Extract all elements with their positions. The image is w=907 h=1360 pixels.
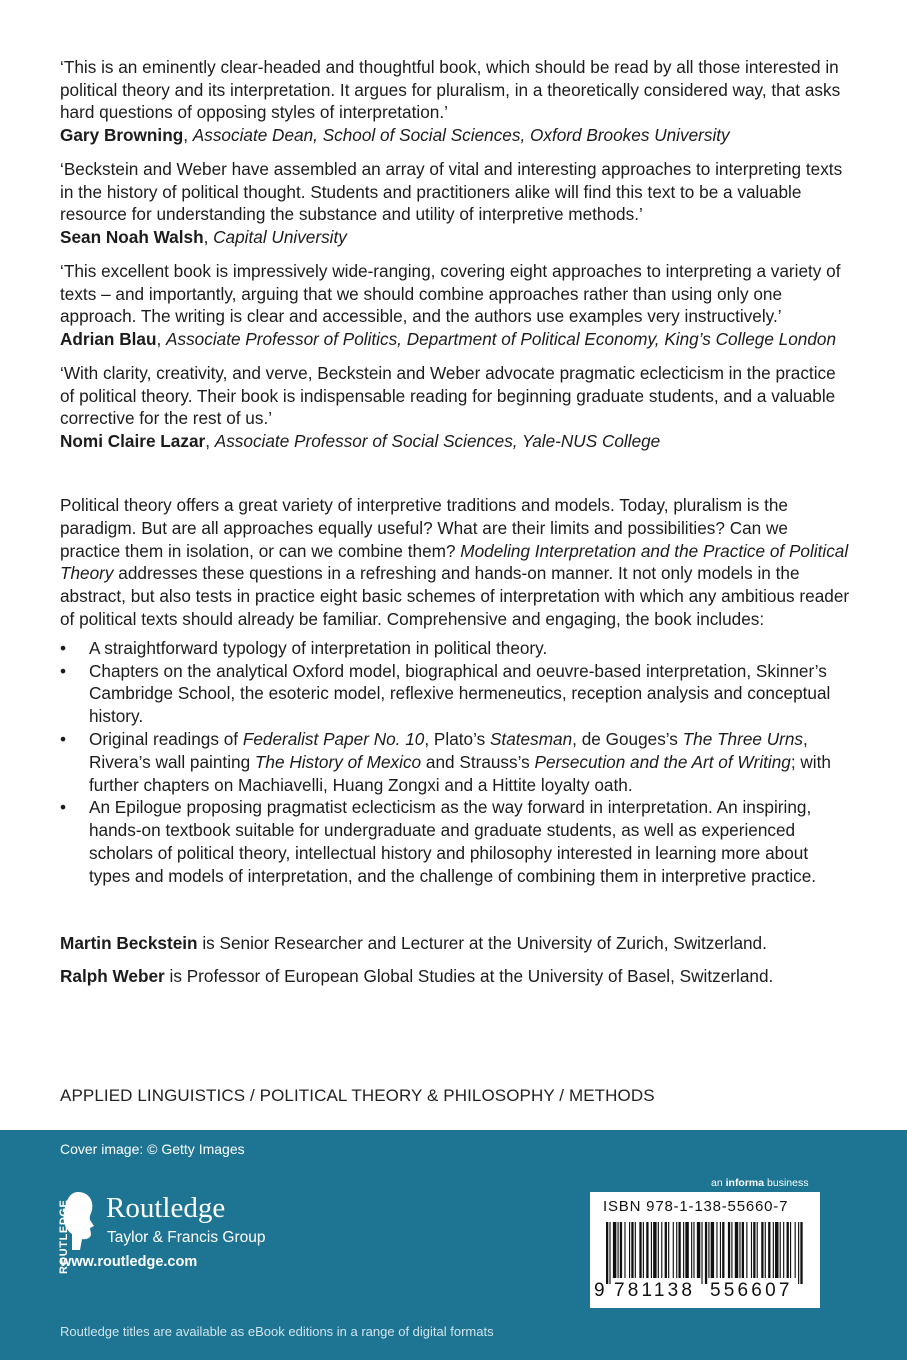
back-cover-text (60, 56, 850, 999)
publisher-url[interactable]: www.routledge.com (60, 1254, 198, 1270)
barcode-bar (800, 1222, 802, 1284)
barcode-bar (624, 1222, 625, 1278)
barcode-bar (787, 1222, 789, 1278)
informa-tagline: an informa business (711, 1177, 809, 1189)
barcode-bar (701, 1222, 702, 1284)
routledge-logo (56, 1190, 286, 1300)
barcode-bar (716, 1222, 717, 1278)
barcode-bar (746, 1222, 747, 1278)
barcode-bar (731, 1222, 732, 1278)
bullet-icon: • (60, 660, 67, 681)
quote-attribution: Gary Browning, Associate Dean, School of Social Sciences, Oxford Brookes University (60, 124, 730, 145)
barcode-bar (651, 1222, 652, 1278)
barcode-bar (631, 1222, 633, 1278)
book-description: Political theory offers a great variety of interpretive traditions and models. Today, pluralism is the paradigm. But are all approaches equally useful? What are their limits and possibilities? Can we practice them in isolation, or can we combine them? Modeling Interpretation and the Practice of Political Theory addresses these questions in a refreshing and hands-on manner. It not only models in the abstract, but also tests in practice eight basic schemes of interpretation with which any ambitious reader of political texts should already be familiar. Comprehensive and engaging, the book includes: (60, 495, 850, 629)
barcode-bar (705, 1222, 707, 1284)
cover-credit: Cover image: © Getty Images (60, 1141, 245, 1157)
author-name: Ralph Weber (60, 966, 165, 987)
list-item: • A straightforward typology of interpretation in political theory. (60, 637, 548, 658)
barcode-bar (620, 1222, 622, 1278)
barcode-bar (773, 1222, 774, 1278)
barcode-digits: 9 781138 556607 (594, 1280, 793, 1301)
reviewer-name: Gary Browning (60, 124, 184, 145)
barcode-bar (673, 1222, 674, 1278)
barcode-bar (661, 1222, 662, 1278)
barcode-bar (795, 1222, 796, 1278)
reviewer-affiliation: Associate Professor of Social Sciences, Yale-NUS College (214, 430, 661, 451)
barcode-bar (618, 1222, 619, 1278)
barcode-bar (765, 1222, 766, 1278)
author-name: Martin Beckstein (60, 932, 198, 953)
publisher-name: Routledge (106, 1192, 226, 1224)
quote-text: ‘Beckstein and Weber have assembled an array of vital and interesting approaches to interpreting texts in the history of political thought. Students and practitioners alike will find this text to be a valuable resource for understanding the substance and utility of interpretive methods.’ (60, 159, 843, 224)
barcode-bar (606, 1222, 608, 1284)
book-title: Modeling Interpretation and the Practice of Political Theory (60, 540, 849, 584)
subject-categories: APPLIED LINGUISTICS / POLITICAL THEORY & PHILOSOPHY / METHODS (60, 1086, 655, 1105)
isbn-barcode (590, 1192, 820, 1308)
barcode-bar (780, 1222, 781, 1278)
review-quote (60, 260, 850, 350)
barcode-bar (751, 1222, 752, 1278)
barcode-bar (735, 1222, 738, 1278)
feature-list (60, 637, 850, 888)
quote-attribution: Sean Noah Walsh, Capital University (60, 226, 347, 247)
bullet-icon: • (60, 797, 67, 818)
barcode-bar (739, 1222, 740, 1278)
list-item: • An Epilogue proposing pragmatist eclecticism as the way forward in interpretation. An inspiring, hands-on textbook suitable for undergraduate and graduate students, as well as experienced scholars of political theory, intellectual history and philosophy interested in learning more about types and models of interpretation, and the challenge of combining them in interpretive practice. (60, 797, 817, 886)
barcode-bar (711, 1222, 714, 1278)
bullet-icon: • (60, 637, 67, 658)
publisher-footer (0, 1130, 907, 1360)
barcode-bar (790, 1222, 791, 1278)
barcode-bar (635, 1222, 636, 1278)
review-quote (60, 362, 850, 452)
review-quote (60, 158, 850, 248)
barcode-bar (798, 1222, 799, 1284)
barcode-bar (783, 1222, 784, 1278)
reviewer-name: Sean Noah Walsh (60, 226, 204, 247)
barcode-bar (685, 1222, 688, 1278)
quote-attribution: Nomi Claire Lazar, Associate Professor of Social Sciences, Yale-NUS College (60, 430, 661, 451)
isbn-number: ISBN 978-1-138-55660-7 (603, 1198, 789, 1215)
reviewer-name: Adrian Blau (60, 328, 157, 349)
barcode-bar (629, 1222, 630, 1278)
list-item: • Chapters on the analytical Oxford model, biographical and oeuvre-based interpretation, Skinner’s Cambridge School, the esoteric model, reflexive hermeneutics, reception analysis and conceptual history. (60, 660, 831, 727)
publisher-mark: ROUTLEDGE (58, 1199, 70, 1274)
barcode-bar (653, 1222, 656, 1278)
barcode-bar (708, 1222, 709, 1278)
barcode-bar (609, 1222, 610, 1284)
barcode-bar (720, 1222, 721, 1278)
reviewer-affiliation: Associate Dean, School of Social Sciences, Oxford Brookes University (192, 124, 730, 145)
barcode-bar (697, 1222, 700, 1278)
barcode-bar (728, 1222, 730, 1278)
quote-text: ‘With clarity, creativity, and verve, Beckstein and Weber advocate pragmatic eclecticism in the practice of political theory. Their book is indispensable reading for beginning graduate students, and a valuable corrective for the rest of us.’ (60, 363, 836, 428)
barcode-bar (646, 1222, 648, 1278)
reviewer-affiliation: Associate Professor of Politics, Department of Political Economy, King’s College London (166, 328, 837, 349)
barcode-bar (757, 1222, 758, 1278)
barcode-bar (691, 1222, 692, 1278)
barcode-bar (683, 1222, 684, 1278)
bullet-icon: • (60, 728, 67, 749)
review-quote (60, 56, 850, 146)
barcode-bar (775, 1222, 778, 1278)
barcode-bar (665, 1222, 667, 1278)
barcode-bar (761, 1222, 763, 1278)
barcode-bar (613, 1222, 616, 1278)
barcode-bar (668, 1222, 669, 1278)
barcode-bar (658, 1222, 659, 1278)
list-item: • Original readings of Federalist Paper No. 10, Plato’s Statesman, de Gouges’s The Three Urns, Rivera’s wall painting The History of Mexico and Strauss’s Persecution and the Art of Writing; with further chapters on Machiavelli, Huang Zongxi and a Hittite loyalty oath. (60, 728, 831, 795)
reviewer-affiliation: Capital University (213, 226, 347, 247)
barcode-bar (676, 1222, 677, 1278)
barcode-bar (742, 1222, 744, 1278)
barcode-bar (722, 1222, 724, 1278)
quote-text: ‘This is an eminently clear-headed and thoughtful book, which should be read by all those interested in political theory and its interpretation. It argues for pluralism, in a theoretically considered way, that asks hard questions of opposing styles of interpretation.’ (60, 57, 841, 122)
barcode-bar (753, 1222, 755, 1278)
publisher-group: Taylor & Francis Group (107, 1229, 266, 1246)
ebook-note: Routledge titles are available as eBook editions in a range of digital formats (60, 1324, 494, 1339)
barcode-bar (678, 1222, 680, 1278)
quote-text: ‘This excellent book is impressively wide-ranging, covering eight approaches to interpreting a variety of texts – and importantly, arguing that we should combine approaches rather than using only one approach. The writing is clear and accessible, and the authors use examples very instructively.’ (60, 261, 841, 326)
barcode-bars (600, 1222, 810, 1284)
author-bios (60, 932, 850, 989)
reviewer-name: Nomi Claire Lazar (60, 430, 206, 451)
author-bio: Martin Beckstein is Senior Researcher and Lecturer at the University of Zurich, Switzerland. (60, 932, 767, 953)
barcode-bar (643, 1222, 644, 1278)
barcode-bar (693, 1222, 694, 1278)
barcode-bar (768, 1222, 770, 1278)
quote-attribution: Adrian Blau, Associate Professor of Politics, Department of Political Economy, King’s College London (60, 328, 837, 349)
barcode-bar (639, 1222, 641, 1278)
author-bio: Ralph Weber is Professor of European Global Studies at the University of Basel, Switzerland. (60, 966, 774, 987)
